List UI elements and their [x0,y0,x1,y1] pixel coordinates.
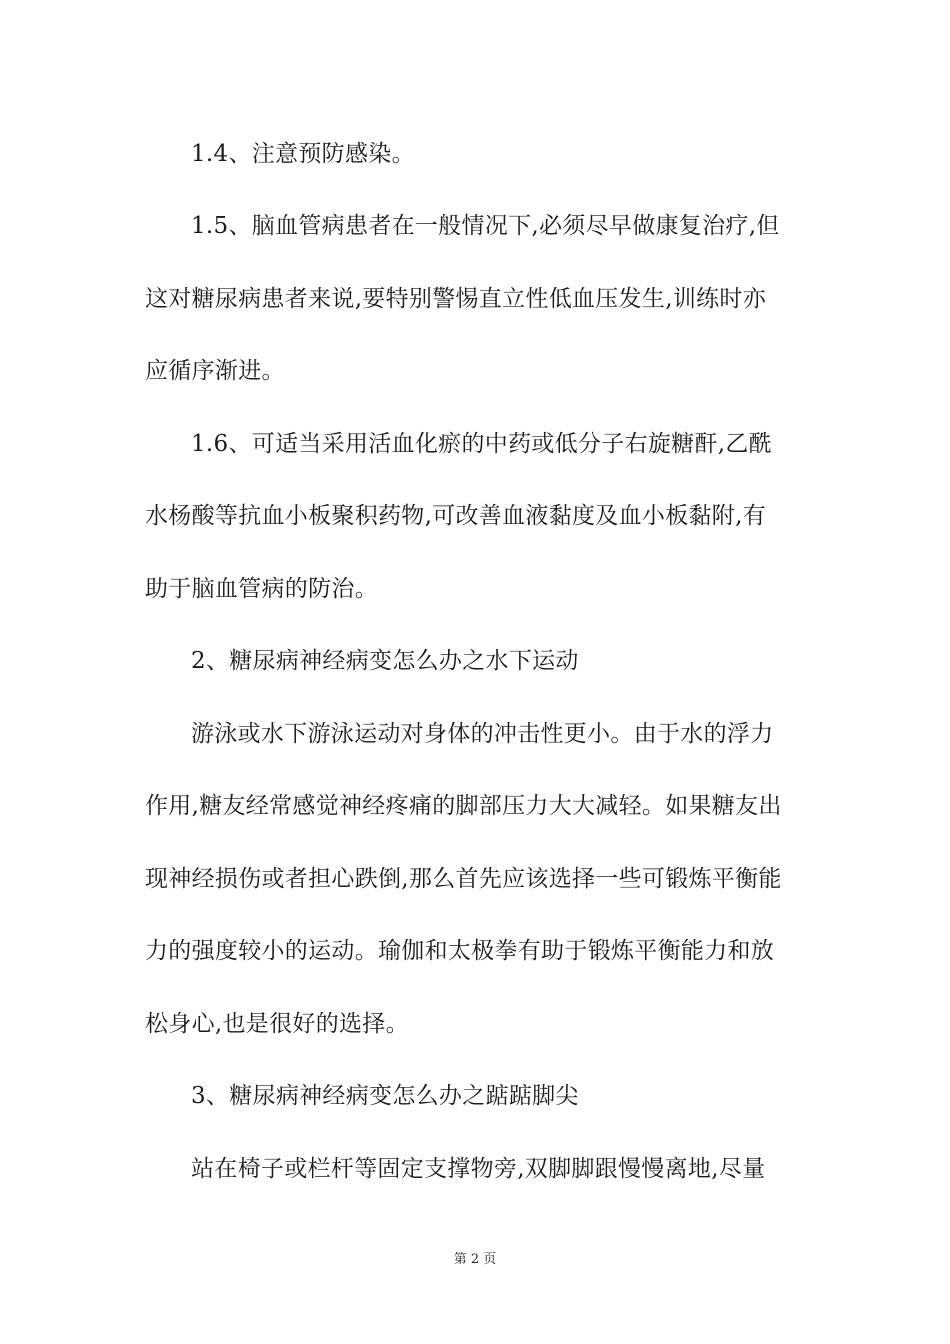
paragraph-1-6-line-2: 水杨酸等抗血小板聚积药物,可改善血液黏度及血小板黏附,有 [145,503,767,529]
paragraph-2-line-5: 松身心,也是很好的选择。 [145,1011,409,1037]
page-number: 第 2 页 [453,1252,497,1267]
paragraph-2-line-1: 游泳或水下游泳运动对身体的冲击性更小。由于水的浮力 [191,721,774,747]
section-heading-3: 3、糖尿病神经病变怎么办之踮踮脚尖 [191,1083,579,1109]
paragraph-1-6-line-3: 助于脑血管病的防治。 [145,576,378,602]
paragraph-1-5-line-1: 1.5、脑血管病患者在一般情况下,必须尽早做康复治疗,但 [191,213,780,239]
paragraph-3-line-1: 站在椅子或栏杆等固定支撑物旁,双脚脚跟慢慢离地,尽量 [191,1156,766,1182]
paragraph-1-5-line-2: 这对糖尿病患者来说,要特别警惕直立性低血压发生,训练时亦 [145,286,767,312]
paragraph-1-4: 1.4、注意预防感染。 [191,141,415,167]
paragraph-2-line-3: 现神经损伤或者担心跌倒,那么首先应该选择一些可锻炼平衡能 [145,866,782,892]
paragraph-2-line-2: 作用,糖友经常感觉神经疼痛的脚部压力大大减轻。如果糖友出 [145,793,782,819]
paragraph-2-line-4: 力的强度较小的运动。瑜伽和太极拳有助于锻炼平衡能力和放 [145,938,775,964]
paragraph-1-6-line-1: 1.6、可适当采用活血化瘀的中药或低分子右旋糖酐,乙酰 [191,431,772,457]
paragraph-1-5-line-3: 应循序渐进。 [145,358,285,384]
section-heading-2: 2、糖尿病神经病变怎么办之水下运动 [191,648,579,674]
